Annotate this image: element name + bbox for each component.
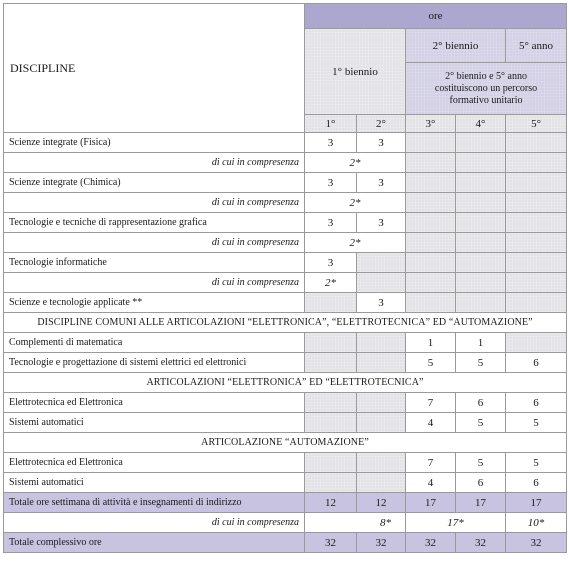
table-row: Totale complessivo ore 32 32 32 32 32 <box>4 533 567 553</box>
table-row: di cui in compresenza 2* <box>4 273 567 293</box>
discipline-header: DISCIPLINE <box>4 4 305 133</box>
table-row: Sistemi automatici 4 6 6 <box>4 473 567 493</box>
table-row: Tecnologie e progettazione di sistemi elettrici ed elettronici 5 5 6 <box>4 353 567 373</box>
table-row: di cui in compresenza 8* 17* 10* <box>4 513 567 533</box>
percorso-note: 2° biennio e 5° anno costituiscono un percorso formativo unitario <box>406 63 567 115</box>
ore-header: ore <box>305 4 567 29</box>
table-row: Tecnologie informatiche 3 <box>4 253 567 273</box>
table-row: Elettrotecnica ed Elettronica 7 5 5 <box>4 453 567 473</box>
table-row: Sistemi automatici 4 5 5 <box>4 413 567 433</box>
section-automazione: ARTICOLAZIONE “AUTOMAZIONE” <box>4 433 567 453</box>
table-row: Complementi di matematica 1 1 <box>4 333 567 353</box>
section-comuni: DISCIPLINE COMUNI ALLE ARTICOLAZIONI “ELETTRONICA”, “ELETTROTECNICA” ED “AUTOMAZIONE” <box>4 313 567 333</box>
table-row: Elettrotecnica ed Elettronica 7 6 6 <box>4 393 567 413</box>
table-row: Scienze e tecnologie applicate ** 3 <box>4 293 567 313</box>
year-2-header: 2° <box>357 115 406 133</box>
year-3-header: 3° <box>406 115 456 133</box>
year-1-header: 1° <box>305 115 357 133</box>
year-5-header: 5° <box>506 115 567 133</box>
table-row: Scienze integrate (Fisica) 3 3 <box>4 133 567 153</box>
timetable <box>3 3 567 553</box>
table-row: di cui in compresenza 2* <box>4 153 567 173</box>
secondo-biennio-header: 2° biennio <box>406 29 506 63</box>
primo-biennio-header: 1° biennio <box>305 29 406 115</box>
section-elettronica: ARTICOLAZIONI “ELETTRONICA” ED “ELETTROTECNICA” <box>4 373 567 393</box>
table-row: Tecnologie e tecniche di rappresentazione grafica 3 3 <box>4 213 567 233</box>
table-row: Scienze integrate (Chimica) 3 3 <box>4 173 567 193</box>
year-4-header: 4° <box>456 115 506 133</box>
quinto-anno-header: 5° anno <box>506 29 567 63</box>
table-row: Totale ore settimana di attività e insegnamenti di indirizzo 12 12 17 17 17 <box>4 493 567 513</box>
table-row: di cui in compresenza 2* <box>4 233 567 253</box>
table-row: di cui in compresenza 2* <box>4 193 567 213</box>
